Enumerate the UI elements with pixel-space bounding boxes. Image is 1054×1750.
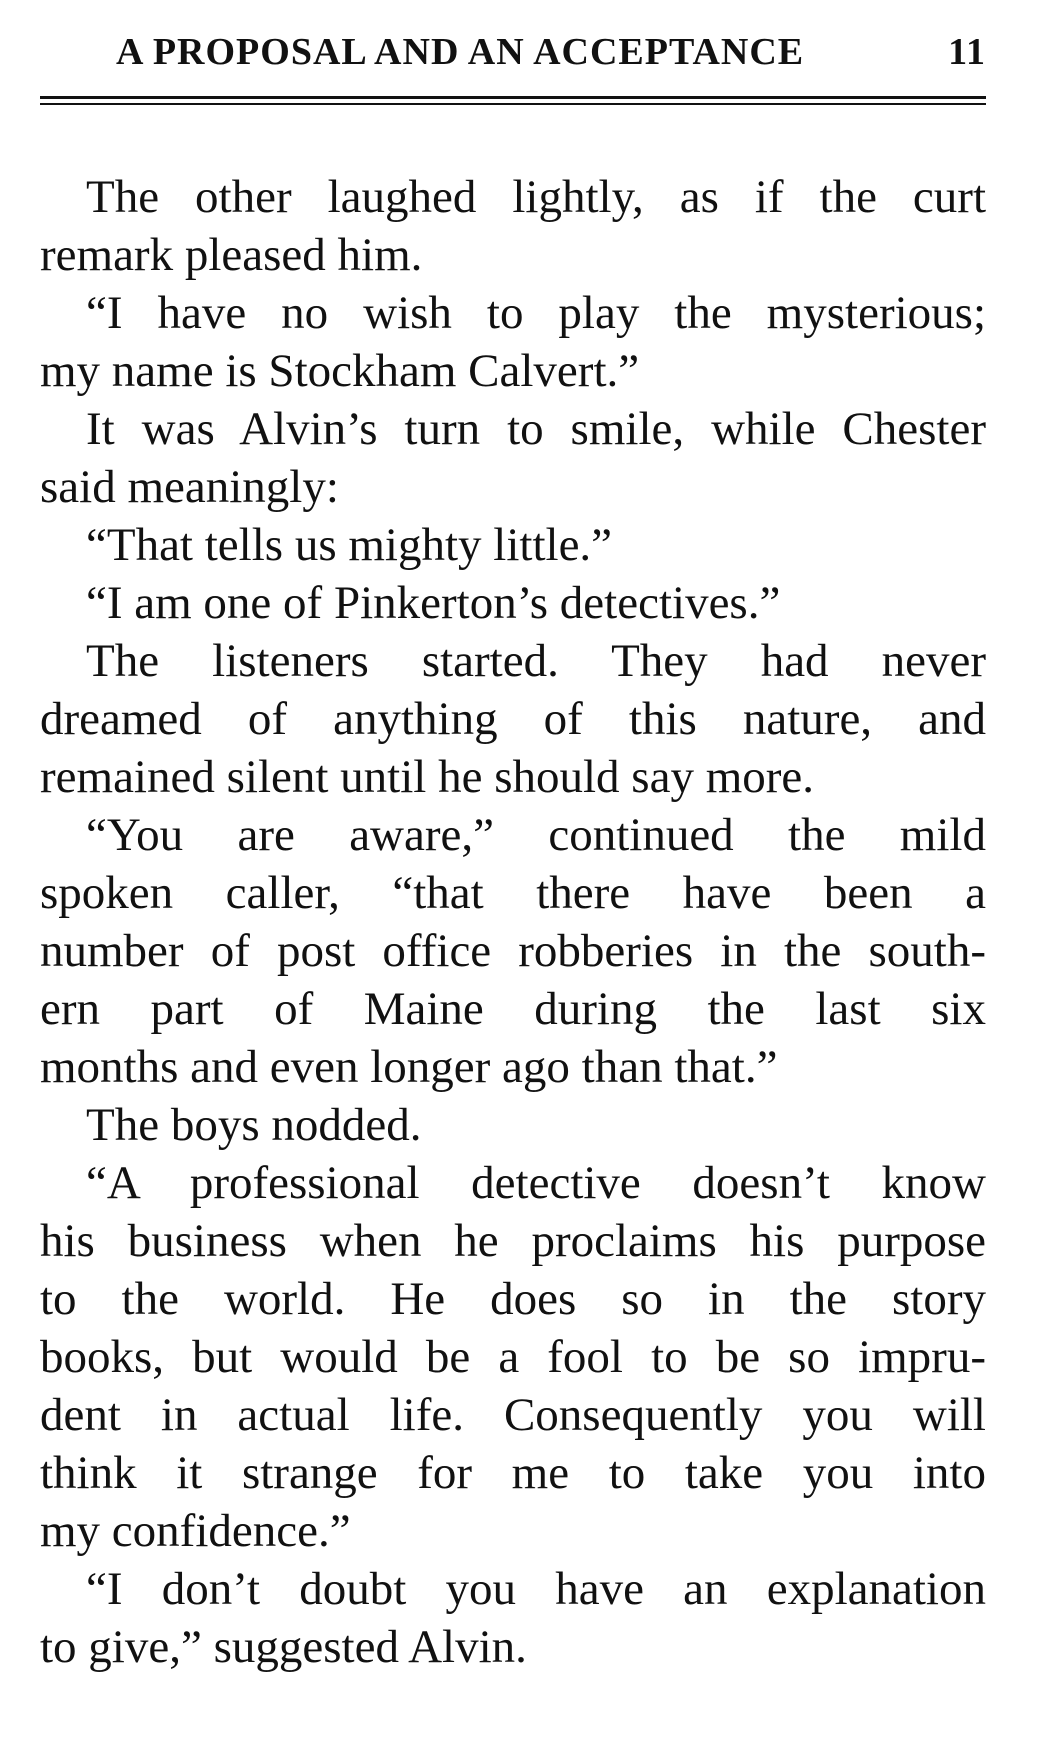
text-line: ern part of Maine during the last six: [40, 983, 986, 1035]
text-line: spoken caller, “that there have been a: [40, 867, 986, 919]
text-line: to the world. He does so in the story: [40, 1273, 986, 1325]
text-line: remark pleased him.: [40, 229, 423, 281]
text-line: said meaningly:: [40, 461, 339, 513]
text-line: to give,” suggested Alvin.: [40, 1621, 527, 1673]
running-head: [40, 30, 986, 80]
header-rule-thin: [40, 103, 986, 105]
text-line: The listeners started. They had never: [86, 635, 986, 687]
text-line: think it strange for me to take you into: [40, 1447, 986, 1499]
running-title: A PROPOSAL AND AN ACCEPTANCE: [116, 31, 805, 73]
text-line: remained silent until he should say more.: [40, 751, 815, 803]
text-line: “I don’t doubt you have an explanation: [86, 1563, 986, 1615]
header-rule-thick: [40, 96, 986, 99]
text-line: The boys nodded.: [86, 1099, 422, 1151]
text-line: “I am one of Pinkerton’s detectives.”: [86, 577, 781, 629]
text-line: “I have no wish to play the mysterious;: [86, 287, 986, 339]
text-line: books, but would be a fool to be so impru-: [40, 1331, 986, 1383]
body-text: [40, 168, 986, 1676]
text-line: my confidence.”: [40, 1505, 351, 1557]
text-line: It was Alvin’s turn to smile, while Chester: [86, 403, 986, 455]
page-number: 11: [948, 31, 986, 73]
text-line: number of post office robberies in the south-: [40, 925, 986, 977]
text-line: The other laughed lightly, as if the curt: [86, 171, 986, 223]
text-line: “A professional detective doesn’t know: [86, 1157, 986, 1209]
text-line: dent in actual life. Consequently you will: [40, 1389, 986, 1441]
text-line: “You are aware,” continued the mild: [86, 809, 986, 861]
text-line: dreamed of anything of this nature, and: [40, 693, 986, 745]
text-line: his business when he proclaims his purpose: [40, 1215, 986, 1267]
text-line: my name is Stockham Calvert.”: [40, 345, 640, 397]
text-line: months and even longer ago than that.”: [40, 1041, 778, 1093]
text-line: “That tells us mighty little.”: [86, 519, 613, 571]
